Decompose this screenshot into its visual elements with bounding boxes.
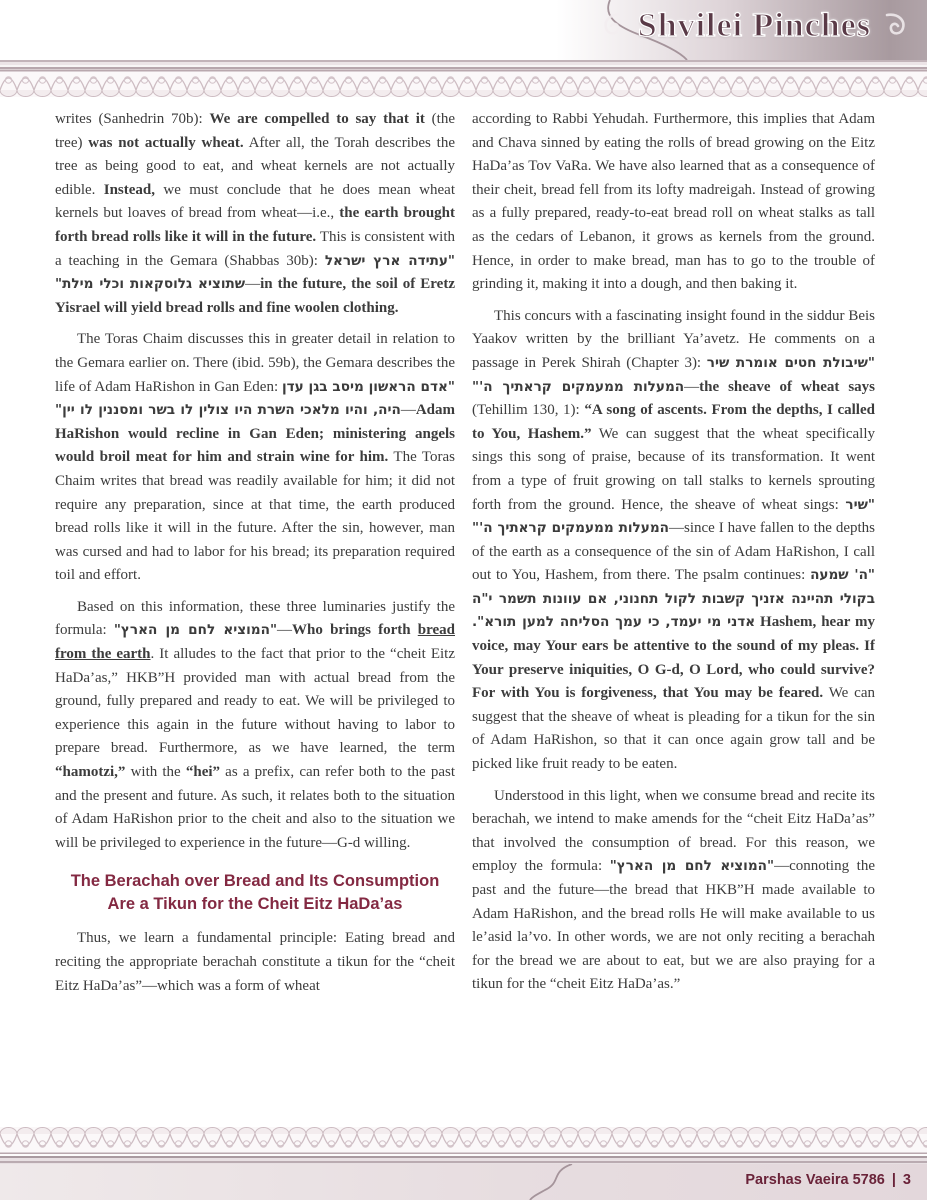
footer-separator: | [891,1172,896,1188]
hebrew-phrase: "אדם הראשון מיסב בגן עדן היה, והיו מלאכי השרת היו צולין לו בשר ומסננין לו יין" [55,378,455,419]
hebrew-phrase: "עתידה ארץ ישראל שתוציא גלוסקאות וכלי מילת" [55,252,455,293]
page-header [0,0,927,60]
hebrew-phrase: "שיר המעלות ממעמקים קראתיך ה'" [472,496,875,537]
hebrew-phrase: "המוציא לחם מן הארץ" [609,858,775,875]
left-column [55,108,455,1120]
paragraph: Based on this information, these three luminaries justify the formula: "המוציא לחם מן הארץ"—Who brings forth bread from the earth. It alludes to the fact that prior to the “cheit Eitz HaDa’as,” HKB”H provided man with actual bread from the ground, fully prepared and ready to eat. We will be privileged to experience this again in the future without having to labor to prepare bread. Furthermore, as we have learned, the term “hamotzi,” with the “hei” as a prefix, can refer both to the past and the present and future. As such, it relates both to the situation of Adam HaRishon prior to the cheit and also to the situation we will be privileged to experience in the future—G-d willing. [55,598,455,851]
paragraph: The Toras Chaim discusses this in greater detail in relation to the Gemara earlier on. There (ibid. 59b), the Gemara describes the life of Adam HaRishon in Gan Eden: "אדם הראשון מיסב בגן עדן היה, והיו מלאכי השרת היו צולין לו בשר ומסננין לו יין"—Adam HaRishon would recline in Gan Eden; ministering angels would broil meat for him and strain wine for him. The Toras Chaim writes that bread was readily available for him; it did not require any preparation, since at that time, the earth produced bread rolls like it will in the future. After the sin, however, man was cursed and had to labor for his bread; its preparation required toil and effort. [55,331,455,584]
hebrew-phrase: "שיבולת חטים אומרת שיר המעלות ממעמקים קראתיך ה'" [472,354,875,395]
paragraph: Thus, we learn a fundamental principle: Eating bread and reciting the appropriate berachah constitute a tikun for the “cheit Eitz HaDa’as”—which was a form of wheat [55,930,455,994]
page-number: 3 [902,1172,911,1188]
paragraph: Understood in this light, when we consume bread and recite its berachah, we intend to make amends for the “cheit Eitz HaDa’as” that involved the consumption of bread. For this reason, we employ the formula: "המוציא לחם מן הארץ"—connoting the past and the future—the bread that HKB”H made available to Adam HaRishon, and the bread rolls He will make available to us le’asid la’vo. In other words, we are not only reciting a berachah for the bread we are about to eat, but we are also praying for a tikun for the “cheit Eitz HaDa’as.” [472,787,875,993]
header-title-group [600,7,909,45]
ornament-swirl-right-icon [883,11,909,41]
page-title: Shvilei Pinches [637,7,871,44]
right-column [472,108,875,1120]
footer-text [745,1172,911,1188]
paragraph: according to Rabbi Yehudah. Furthermore, this implies that Adam and Chava sinned by eating the rolls of bread growing on the Eitz HaDa’as Tov VaRa. We have also learned that as a consequence of their cheit, bread fell from its lofty madreigah. Instead of growing as a fully prepared, ready-to-eat bread roll on wheat stalks as tall as the cedars of Lebanon, it grows as kernels from the ground. Hence, in order to make bread, man has to go to the trouble of grinding it, making it into a dough, and then baking it. [472,111,875,293]
footer-label: Parshas Vaeira 5786 [745,1172,885,1188]
paragraph: This concurs with a fascinating insight found in the siddur Beis Yaakov written by the brilliant Ya’avetz. He comments on a passage in Perek Shirah (Chapter 3): "שיבולת חטים אומרת שיר המעלות ממעמקים קראתיך ה'"—the sheave of wheat says (Tehillim 130, 1): “A song of ascents. From the depths, I called to You, Hashem.” We can suggest that the wheat specifically sings this song of praise, because of its transformation. It went from a type of fruit growing on tall stalks to kernels sprouting forth from the ground. Hence, the sheave of wheat sings: "שיר המעלות ממעמקים קראתיך ה'"—since I have fallen to the depths of the earth as a consequence of the sin of Adam HaRishon, I call out to You, Hashem, from there. The psalm continues: "ה' שמעה בקולי תהיינה אזניך קשבות לקול תחנוני, אם עוונות תשמר י"ה אדני מי יעמד, כי עמך הסליחה למען תורא". Hashem, hear my voice, may Your ears be attentive to the sound of my pleas. If Your preserve iniquities, O G-d, O Lord, who could survive? For with You is forgiveness, that You may be feared. We can suggest that the sheave of wheat is pleading for a tikun for the sin of Adam HaRishon, so that it can once again grow tall and be picked like fruit ready to be eaten. [472,307,875,773]
page-footer [0,1164,927,1200]
paragraph: writes (Sanhedrin 70b): We are compelled to say that it (the tree) was not actually wheat. After all, the Torah describes the tree as being good to eat, and wheat kernels are not actually edible. Instead, we must conclude that he does mean wheat kernels but loaves of bread from wheat—i.e., the earth brought forth bread rolls like it will in the future. This is consistent with a teaching in the Gemara (Shabbas 30b): "עתידה ארץ ישראל שתוציא גלוסקאות וכלי מילת"—in the future, the soil of Eretz Yisrael will yield bread rolls and fine woolen clothing. [55,111,455,316]
content-area [0,97,927,1127]
lace-border-bottom [0,1127,927,1154]
hebrew-phrase: "ה' שמעה בקולי תהיינה אזניך קשבות לקול תחנוני, אם עוונות תשמר י"ה אדני מי יעמד, כי עמך הסליחה למען תורא". [472,567,875,631]
section-heading [55,870,455,916]
section-heading-line: Are a Tikun for the Cheit Eitz HaDa’as [107,895,403,914]
section-heading-line: The Berachah over Bread and Its Consumption [70,872,440,891]
ornament-swirl-left-icon [600,11,626,41]
divider-band-bottom [0,1154,927,1164]
divider-band-top [0,60,927,70]
hebrew-phrase: "המוציא לחם מן הארץ" [113,622,278,639]
lace-border-top [0,70,927,97]
